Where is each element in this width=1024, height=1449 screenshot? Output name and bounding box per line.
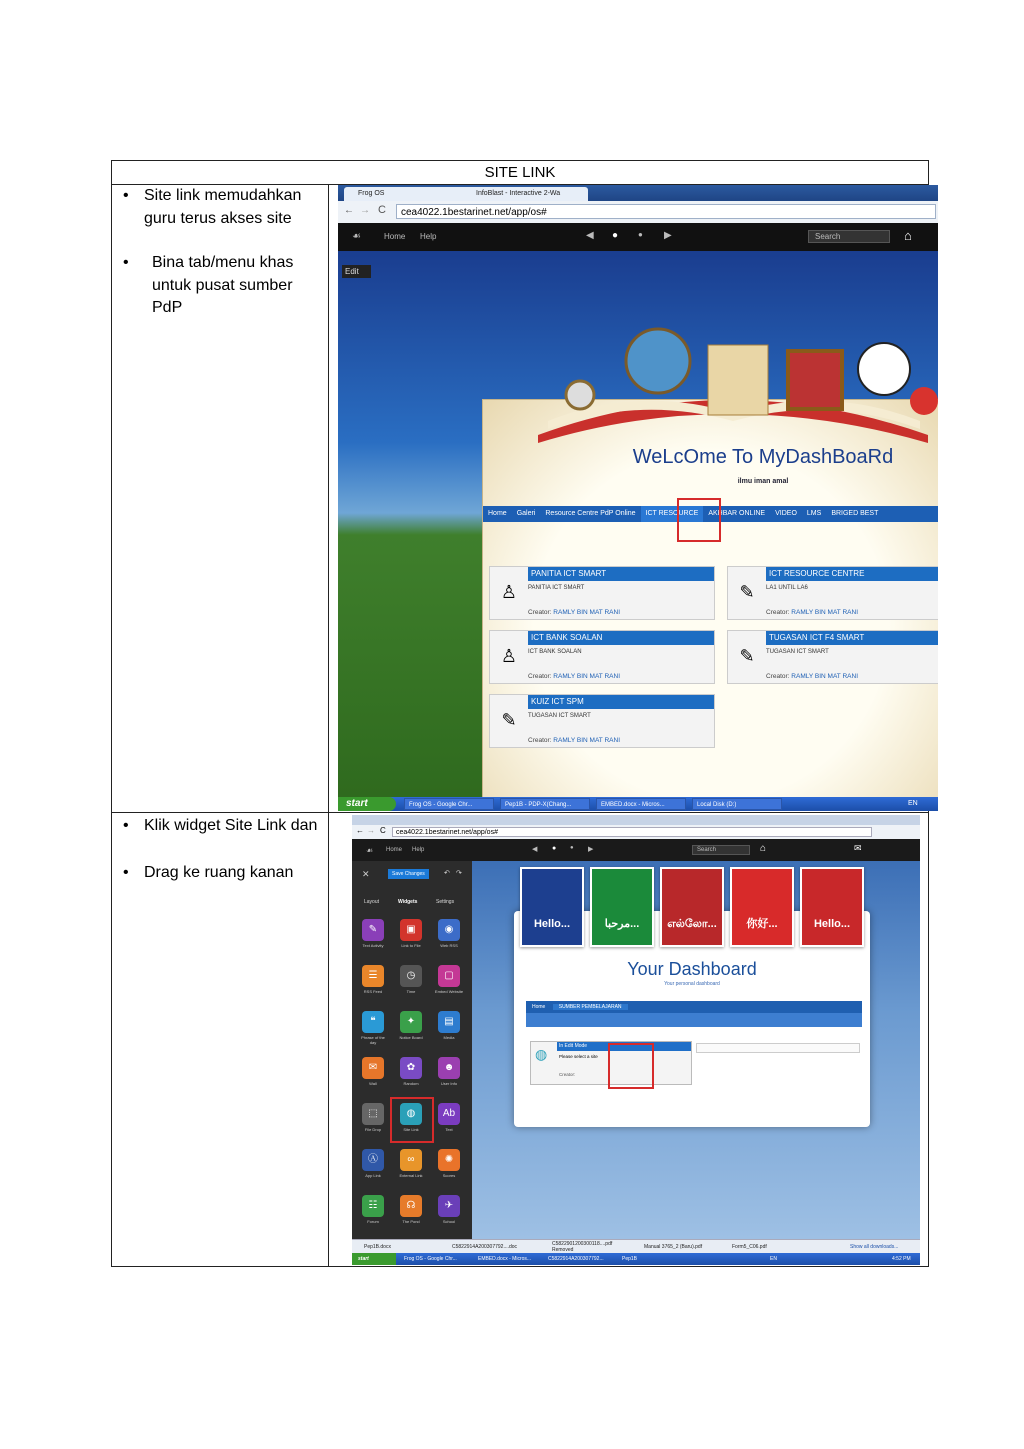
redo-icon[interactable]: ↷ bbox=[456, 870, 462, 877]
document-table bbox=[111, 160, 929, 1267]
dot-icon[interactable]: ● bbox=[570, 845, 574, 851]
widget-school[interactable]: ✈ School bbox=[434, 1195, 464, 1239]
highlight-box bbox=[608, 1043, 654, 1089]
widget-site-link[interactable]: ◍ Site Link bbox=[396, 1103, 426, 1147]
site-card[interactable] bbox=[489, 566, 715, 620]
pen-icon: ✎ bbox=[739, 646, 755, 666]
bullet-item: • Site link memudahkan guru terus akses site bbox=[120, 185, 320, 230]
downloads-bar bbox=[352, 1239, 920, 1254]
card-creator: Creator: RAMLY BIN MAT RANI bbox=[766, 673, 858, 680]
bullet-item: • Klik widget Site Link dan bbox=[120, 815, 320, 838]
greeting-flags bbox=[514, 861, 870, 951]
widget-random[interactable]: ✿ Random bbox=[396, 1057, 426, 1101]
taskbar-item[interactable]: EMBED.docx - Micros... bbox=[596, 798, 686, 810]
bullet-item: • Drag ke ruang kanan bbox=[120, 862, 320, 885]
widget-forum[interactable]: ☷ Forum bbox=[358, 1195, 388, 1239]
tab-widgets[interactable]: Widgets bbox=[398, 899, 418, 905]
nav-item[interactable]: Resource Centre PdP Online bbox=[545, 510, 636, 517]
nav-item-sumber[interactable]: SUMBER PEMBELAJARAN bbox=[553, 1004, 628, 1010]
language-indicator[interactable]: EN bbox=[770, 1256, 777, 1262]
frog-help-link[interactable]: Help bbox=[420, 232, 437, 241]
pen-icon: ✎ bbox=[501, 710, 517, 730]
widget-user-info[interactable]: ☻ User Info bbox=[434, 1057, 464, 1101]
nav-item[interactable]: Galeri bbox=[516, 510, 536, 517]
tab-layout[interactable]: Layout bbox=[364, 899, 380, 905]
card-title: PANITIA ICT SMART bbox=[528, 567, 714, 581]
column-divider bbox=[328, 184, 329, 812]
nav-item-ict-resource[interactable]: ICT RESOURCE bbox=[641, 506, 704, 522]
browser-toolbar bbox=[352, 825, 920, 840]
back-icon[interactable]: ← bbox=[344, 205, 354, 216]
creator-label: Creator: bbox=[559, 1072, 576, 1077]
widget-time[interactable]: ◷ Time bbox=[396, 965, 426, 1009]
dashboard-title: Your Dashboard bbox=[627, 959, 757, 979]
screenshot-widget-editor bbox=[352, 815, 920, 1265]
frog-os-bar bbox=[338, 223, 938, 251]
flag-malaysia: Hello... bbox=[800, 867, 864, 947]
home-icon[interactable]: ⌂ bbox=[760, 843, 767, 854]
download-status: Removed bbox=[552, 1247, 574, 1253]
widget-rss-feed[interactable]: ☰ RSS Feed bbox=[358, 965, 388, 1009]
clock: 4:52 PM bbox=[892, 1256, 911, 1262]
edit-button[interactable]: Edit bbox=[342, 265, 371, 278]
widget-phrase[interactable]: ❝ Phrase of the day bbox=[358, 1011, 388, 1055]
frog-logo-icon[interactable]: ☙ bbox=[366, 846, 374, 855]
widget-the-pond[interactable]: ☊ The Pond bbox=[396, 1195, 426, 1239]
download-item[interactable]: Pep1B.docx bbox=[364, 1244, 391, 1250]
flag-china: 你好... bbox=[730, 867, 794, 947]
teacher-icon: ♙ bbox=[500, 646, 518, 666]
home-icon[interactable]: ⌂ bbox=[904, 228, 912, 243]
flag-saudi: مرحبا... bbox=[590, 867, 654, 947]
site-card[interactable] bbox=[727, 566, 938, 620]
prev-arrow-icon[interactable]: ◀ bbox=[532, 846, 538, 853]
widget-text-activity[interactable]: ✎ Text Activity bbox=[358, 919, 388, 963]
download-item[interactable]: Form5_C06.pdf bbox=[732, 1244, 767, 1250]
card-subtitle: LA1 UNTIL LA6 bbox=[766, 585, 808, 591]
frog-help-link[interactable]: Help bbox=[412, 847, 425, 853]
site-card[interactable] bbox=[727, 630, 938, 684]
address-bar[interactable]: cea4022.1bestarinet.net/app/os# bbox=[392, 827, 872, 837]
card-title: ICT BANK SOALAN bbox=[528, 631, 714, 645]
frog-logo-icon[interactable]: ☙ bbox=[352, 231, 361, 242]
dot-icon[interactable]: ● bbox=[612, 230, 619, 241]
widget-embed-website[interactable]: ▢ Embed Website bbox=[434, 965, 464, 1009]
card-subtitle: ICT BANK SOALAN bbox=[528, 649, 582, 655]
back-icon[interactable]: ← bbox=[356, 826, 364, 835]
browser-tab-infoblast[interactable]: InfoBlast - Interactive 2-Wa bbox=[462, 187, 588, 201]
close-icon[interactable]: ✕ bbox=[362, 869, 370, 879]
search-input[interactable]: Search bbox=[808, 230, 890, 243]
card-subtitle: PANITIA ICT SMART bbox=[528, 585, 585, 591]
nav-item[interactable]: AKHBAR ONLINE bbox=[708, 510, 766, 517]
site-card[interactable] bbox=[489, 630, 715, 684]
highlight-box bbox=[677, 498, 721, 542]
next-arrow-icon[interactable]: ▶ bbox=[664, 230, 672, 241]
widget-link-to-file[interactable]: ▣ Link to File bbox=[396, 919, 426, 963]
book-illustration bbox=[528, 325, 938, 445]
frog-home-link[interactable]: Home bbox=[386, 847, 403, 853]
nav-item[interactable]: LMS bbox=[806, 510, 822, 517]
taskbar-item[interactable]: Pep1B bbox=[622, 1256, 638, 1262]
card-subtitle: TUGASAN ICT SMART bbox=[766, 649, 829, 655]
row2-bullets bbox=[120, 815, 320, 906]
dashboard-subtitle: Your personal dashboard bbox=[664, 981, 720, 987]
taskbar-item[interactable]: C5822914A200307792... bbox=[548, 1256, 604, 1262]
taskbar-item[interactable]: Local Disk (D:) bbox=[692, 798, 782, 810]
browser-tab-strip bbox=[352, 815, 920, 825]
start-button[interactable]: start bbox=[352, 1253, 396, 1265]
dashboard-area bbox=[472, 861, 920, 1239]
card-creator: Creator: RAMLY BIN MAT RANI bbox=[766, 609, 858, 616]
table-title: SITE LINK bbox=[112, 161, 928, 185]
card-title: TUGASAN ICT F4 SMART bbox=[766, 631, 938, 645]
card-creator: Creator: RAMLY BIN MAT RANI bbox=[528, 737, 620, 744]
browser-tab-strip bbox=[338, 185, 938, 201]
card-creator: Creator: RAMLY BIN MAT RANI bbox=[528, 609, 620, 616]
windows-taskbar bbox=[338, 797, 938, 811]
nav-item[interactable]: VIDEO bbox=[775, 510, 797, 517]
widget-wall[interactable]: ✉ Wall bbox=[358, 1057, 388, 1101]
search-input[interactable]: Search bbox=[692, 845, 750, 855]
browser-toolbar bbox=[338, 201, 938, 224]
taskbar-item[interactable]: Pep1B - PDP-X(Chang... bbox=[500, 798, 590, 810]
save-changes-button[interactable]: Save Changes bbox=[388, 869, 429, 879]
dot-icon[interactable]: ● bbox=[552, 845, 557, 852]
start-button[interactable]: start bbox=[338, 797, 396, 811]
dashboard-nav bbox=[526, 1001, 862, 1013]
language-indicator[interactable]: EN bbox=[908, 800, 918, 807]
forward-icon[interactable]: → bbox=[360, 205, 370, 216]
select-site-prompt: Please select a site bbox=[559, 1054, 598, 1059]
card-title: ICT RESOURCE CENTRE bbox=[766, 567, 938, 581]
table-row-1 bbox=[112, 184, 928, 813]
show-all-downloads-link[interactable]: Show all downloads... bbox=[850, 1244, 899, 1250]
widget-web-rss[interactable]: ◉ Web RSS bbox=[434, 919, 464, 963]
widget-notice-board[interactable]: ✦ Notice Board bbox=[396, 1011, 426, 1055]
desktop-background bbox=[338, 251, 938, 797]
dot-icon[interactable]: ● bbox=[638, 230, 643, 239]
nav-item[interactable]: BRIGED BEST bbox=[831, 510, 879, 517]
prev-arrow-icon[interactable]: ◀ bbox=[586, 230, 594, 241]
flag-sri-lanka: எல்லோ... bbox=[660, 867, 724, 947]
edit-mode-banner: In Edit Mode bbox=[557, 1042, 691, 1051]
widget-scores[interactable]: ✺ Scores bbox=[434, 1149, 464, 1193]
nav-item[interactable]: Home bbox=[488, 510, 507, 517]
next-arrow-icon[interactable]: ▶ bbox=[588, 846, 594, 853]
dashboard-page bbox=[482, 399, 938, 811]
taskbar-item[interactable]: EMBED.docx - Micros... bbox=[478, 1256, 532, 1262]
bullet-item: • Bina tab/menu khas untuk pusat sumber PdP bbox=[120, 252, 320, 320]
undo-icon[interactable]: ↶ bbox=[444, 870, 450, 877]
flag-uk: Hello... bbox=[520, 867, 584, 947]
globe-icon: ◍ bbox=[535, 1046, 548, 1062]
download-item[interactable]: Manual 3765_2 (Baru).pdf bbox=[644, 1244, 703, 1250]
address-bar[interactable]: cea4022.1bestarinet.net/app/os# bbox=[396, 204, 936, 219]
widget-file-drop[interactable]: ⬚ File Drop bbox=[358, 1103, 388, 1147]
site-card[interactable] bbox=[489, 694, 715, 748]
download-item[interactable]: C5822901200300118....pdf bbox=[552, 1241, 613, 1247]
pen-icon: ✎ bbox=[739, 582, 755, 602]
row1-bullets bbox=[120, 185, 320, 342]
highlight-box bbox=[390, 1097, 434, 1143]
school-motto: ilmu iman amal bbox=[737, 478, 789, 485]
forward-icon[interactable]: → bbox=[367, 826, 375, 835]
frog-home-link[interactable]: Home bbox=[384, 232, 406, 241]
reload-icon[interactable]: C bbox=[378, 204, 386, 216]
taskbar-item[interactable]: Frog OS - Google Chr... bbox=[404, 798, 494, 810]
nav-item-home[interactable]: Home bbox=[532, 1004, 546, 1010]
widget-panel bbox=[352, 861, 472, 1239]
teacher-icon: ♙ bbox=[500, 582, 518, 602]
card-subtitle: TUGASAN ICT SMART bbox=[528, 713, 591, 719]
notifications-icon[interactable]: ✉ bbox=[854, 843, 862, 853]
widget-external-link[interactable]: ∞ External Link bbox=[396, 1149, 426, 1193]
drop-target-field[interactable] bbox=[696, 1043, 860, 1053]
download-item[interactable]: C5822914A200307792....doc bbox=[452, 1244, 518, 1250]
windows-taskbar bbox=[352, 1253, 920, 1265]
taskbar-item[interactable]: Frog OS - Google Chr... bbox=[404, 1256, 457, 1262]
table-row-2 bbox=[112, 813, 928, 1266]
card-creator: Creator: RAMLY BIN MAT RANI bbox=[528, 673, 620, 680]
widget-text[interactable]: Ab Text bbox=[434, 1103, 464, 1147]
dashboard-subnav bbox=[526, 1013, 862, 1027]
card-title: KUIZ ICT SPM bbox=[528, 695, 714, 709]
widget-media[interactable]: ▤ Media bbox=[434, 1011, 464, 1055]
browser-tab-frog-os[interactable]: Frog OS bbox=[344, 187, 468, 201]
screenshot-frog-os-dashboard bbox=[338, 185, 938, 811]
column-divider bbox=[328, 813, 329, 1266]
tab-settings[interactable]: Settings bbox=[436, 899, 455, 905]
reload-icon[interactable]: C bbox=[380, 826, 386, 835]
widget-app-link[interactable]: Ⓐ App Link bbox=[358, 1149, 388, 1193]
welcome-heading: WeLcOme To MyDashBoaRd bbox=[632, 446, 894, 468]
frog-os-bar bbox=[352, 839, 920, 861]
